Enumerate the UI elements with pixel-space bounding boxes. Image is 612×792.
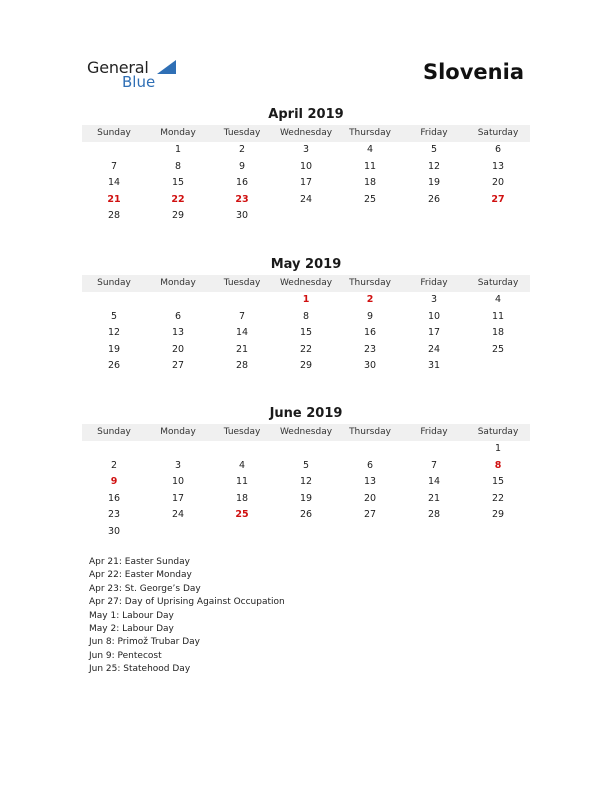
holiday-note: Apr 27: Day of Uprising Against Occupation xyxy=(89,597,285,608)
holiday-day-cell: 1 xyxy=(302,294,310,305)
weekday-label: Sunday xyxy=(97,128,131,138)
weekday-label: Monday xyxy=(160,128,196,138)
day-cell xyxy=(210,441,274,458)
weekday-label: Friday xyxy=(420,278,448,288)
month-calendar xyxy=(82,256,530,375)
day-cell xyxy=(274,524,338,541)
day-cell: 29 xyxy=(171,210,185,221)
week-row xyxy=(82,309,530,326)
day-cell: 18 xyxy=(235,492,249,504)
holiday-day-cell: 27 xyxy=(491,193,505,205)
day-cell xyxy=(274,208,338,225)
day-cell: 6 xyxy=(366,459,374,471)
week-row xyxy=(82,358,530,375)
weekday-label: Saturday xyxy=(477,427,519,437)
holiday-note: Jun 8: Primož Trubar Day xyxy=(89,637,201,648)
day-cell: 14 xyxy=(427,476,441,487)
day-cell xyxy=(82,292,146,309)
day-cell: 7 xyxy=(430,459,438,471)
weekday-label: Tuesday xyxy=(223,278,261,288)
week-row xyxy=(82,507,530,524)
day-cell: 16 xyxy=(363,327,377,338)
week-row xyxy=(82,441,530,458)
day-cell: 29 xyxy=(491,509,505,520)
day-cell xyxy=(466,358,530,375)
day-cell: 6 xyxy=(174,310,182,322)
day-cell: 12 xyxy=(427,160,441,172)
brand-logo xyxy=(87,58,187,92)
holiday-day-cell: 8 xyxy=(494,459,502,471)
day-cell: 25 xyxy=(363,193,377,205)
day-cell: 21 xyxy=(427,492,441,504)
day-cell xyxy=(146,524,210,541)
day-cell: 27 xyxy=(363,509,377,520)
weekday-label: Monday xyxy=(160,278,196,288)
day-cell: 23 xyxy=(107,509,121,520)
day-cell: 20 xyxy=(363,492,377,504)
day-cell: 5 xyxy=(110,310,118,322)
day-cell: 17 xyxy=(427,327,441,338)
week-row xyxy=(82,458,530,475)
holiday-note: May 1: Labour Day xyxy=(89,610,174,621)
day-cell: 12 xyxy=(107,327,121,338)
day-cell: 13 xyxy=(363,476,377,487)
day-cell: 26 xyxy=(107,360,121,371)
day-cell: 22 xyxy=(299,343,313,355)
day-cell: 18 xyxy=(491,327,505,338)
day-cell: 17 xyxy=(171,492,185,504)
day-cell: 28 xyxy=(427,509,441,520)
week-row xyxy=(82,491,530,508)
logo-text-blue: Blue xyxy=(122,73,156,91)
day-cell: 7 xyxy=(238,310,246,322)
day-cell: 4 xyxy=(366,144,374,155)
weekday-label: Thursday xyxy=(349,427,391,437)
day-cell: 17 xyxy=(299,177,313,188)
day-cell: 8 xyxy=(174,160,182,172)
week-row xyxy=(82,524,530,541)
weekday-label: Thursday xyxy=(349,278,391,288)
day-cell: 30 xyxy=(235,210,249,221)
day-cell: 21 xyxy=(235,343,249,355)
week-row xyxy=(82,175,530,192)
day-cell: 3 xyxy=(174,459,182,471)
day-cell xyxy=(146,441,210,458)
day-cell xyxy=(338,208,402,225)
day-cell: 16 xyxy=(107,492,121,504)
day-cell xyxy=(402,441,466,458)
day-cell: 29 xyxy=(299,360,313,371)
weekday-label: Sunday xyxy=(97,278,131,288)
holiday-list xyxy=(89,556,285,677)
day-cell: 10 xyxy=(299,160,313,172)
weekday-label: Wednesday xyxy=(279,427,333,437)
day-cell: 1 xyxy=(174,144,182,155)
weekday-label: Monday xyxy=(160,427,196,437)
weekday-label: Wednesday xyxy=(279,278,333,288)
week-row xyxy=(82,474,530,491)
holiday-day-cell: 25 xyxy=(235,509,249,520)
logo-triangle-icon xyxy=(157,60,176,74)
day-cell: 20 xyxy=(491,177,505,188)
day-cell: 5 xyxy=(302,459,310,471)
day-cell: 2 xyxy=(238,144,246,155)
holiday-note: May 2: Labour Day xyxy=(89,624,174,635)
day-cell: 28 xyxy=(235,360,249,371)
holiday-day-cell: 2 xyxy=(366,294,374,305)
day-cell: 24 xyxy=(299,193,313,205)
day-cell xyxy=(338,524,402,541)
day-cell: 22 xyxy=(491,492,505,504)
day-cell xyxy=(402,524,466,541)
weekday-label: Saturday xyxy=(477,278,519,288)
day-cell xyxy=(82,142,146,159)
day-cell: 3 xyxy=(430,294,438,305)
week-row xyxy=(82,142,530,159)
day-cell: 24 xyxy=(171,509,185,520)
day-cell: 9 xyxy=(238,160,246,172)
day-cell: 14 xyxy=(235,327,249,338)
day-cell: 27 xyxy=(171,360,185,371)
day-cell xyxy=(210,292,274,309)
day-cell: 13 xyxy=(491,160,505,172)
day-cell: 30 xyxy=(107,525,121,537)
holiday-note: Apr 21: Easter Sunday xyxy=(89,557,190,567)
day-cell xyxy=(210,524,274,541)
holiday-note: Apr 23: St. George’s Day xyxy=(89,583,201,594)
day-cell: 31 xyxy=(427,360,441,371)
month-title: June 2019 xyxy=(269,406,343,421)
weekday-label: Wednesday xyxy=(279,128,333,138)
holiday-note: Jun 9: Pentecost xyxy=(89,650,162,661)
weekday-label: Friday xyxy=(420,427,448,437)
country-title: Slovenia xyxy=(422,60,524,84)
weekday-header-row xyxy=(82,275,530,292)
day-cell: 7 xyxy=(110,160,118,172)
day-cell: 26 xyxy=(299,509,313,520)
day-cell: 12 xyxy=(299,476,313,487)
day-cell: 19 xyxy=(299,492,313,504)
weekday-label: Tuesday xyxy=(223,427,261,437)
day-cell: 30 xyxy=(363,360,377,371)
day-cell xyxy=(466,524,530,541)
weekday-label: Tuesday xyxy=(223,128,261,138)
logo-text-general: General xyxy=(87,58,149,77)
day-cell: 24 xyxy=(427,343,441,355)
day-cell: 10 xyxy=(171,476,185,487)
holiday-day-cell: 22 xyxy=(171,193,185,205)
day-cell: 2 xyxy=(110,459,118,471)
weekday-header-row xyxy=(82,125,530,142)
day-cell: 10 xyxy=(427,310,441,322)
day-cell: 5 xyxy=(430,144,438,155)
day-cell: 26 xyxy=(427,193,441,205)
month-title: May 2019 xyxy=(270,257,342,272)
day-cell xyxy=(466,208,530,225)
day-cell: 4 xyxy=(238,459,246,471)
day-cell: 18 xyxy=(363,177,377,188)
holiday-day-cell: 23 xyxy=(235,193,249,205)
week-row xyxy=(82,292,530,309)
day-cell: 11 xyxy=(363,160,377,172)
weekday-header-row xyxy=(82,424,530,441)
month-title: April 2019 xyxy=(268,107,344,122)
day-cell: 11 xyxy=(235,476,249,487)
week-row xyxy=(82,159,530,176)
day-cell: 15 xyxy=(491,476,505,487)
day-cell xyxy=(402,208,466,225)
month-calendar xyxy=(82,405,530,540)
day-cell: 8 xyxy=(302,310,310,322)
holiday-day-cell: 9 xyxy=(110,476,118,487)
weekday-label: Saturday xyxy=(477,128,519,138)
day-cell xyxy=(82,441,146,458)
week-row xyxy=(82,192,530,209)
weekday-label: Sunday xyxy=(97,427,131,437)
day-cell xyxy=(146,292,210,309)
day-cell: 9 xyxy=(366,310,374,322)
weekday-label: Thursday xyxy=(349,128,391,138)
day-cell: 15 xyxy=(171,177,185,188)
day-cell: 25 xyxy=(491,343,505,355)
day-cell: 19 xyxy=(427,177,441,188)
day-cell: 23 xyxy=(363,343,377,355)
weekday-label: Friday xyxy=(420,128,448,138)
day-cell: 16 xyxy=(235,177,249,188)
month-calendar xyxy=(82,106,530,225)
day-cell: 13 xyxy=(171,327,185,338)
day-cell: 15 xyxy=(299,327,313,338)
holiday-note: Apr 22: Easter Monday xyxy=(89,570,192,581)
day-cell: 28 xyxy=(107,210,121,221)
holiday-day-cell: 21 xyxy=(107,193,121,205)
week-row xyxy=(82,325,530,342)
day-cell: 3 xyxy=(302,144,310,155)
day-cell: 14 xyxy=(107,177,121,188)
day-cell xyxy=(338,441,402,458)
day-cell: 1 xyxy=(494,443,502,454)
day-cell: 4 xyxy=(494,294,502,305)
day-cell: 20 xyxy=(171,343,185,355)
day-cell: 11 xyxy=(491,310,505,322)
week-row xyxy=(82,342,530,359)
day-cell xyxy=(274,441,338,458)
day-cell: 6 xyxy=(494,144,502,155)
week-row xyxy=(82,208,530,225)
day-cell: 19 xyxy=(107,343,121,355)
holiday-note: Jun 25: Statehood Day xyxy=(89,664,191,675)
